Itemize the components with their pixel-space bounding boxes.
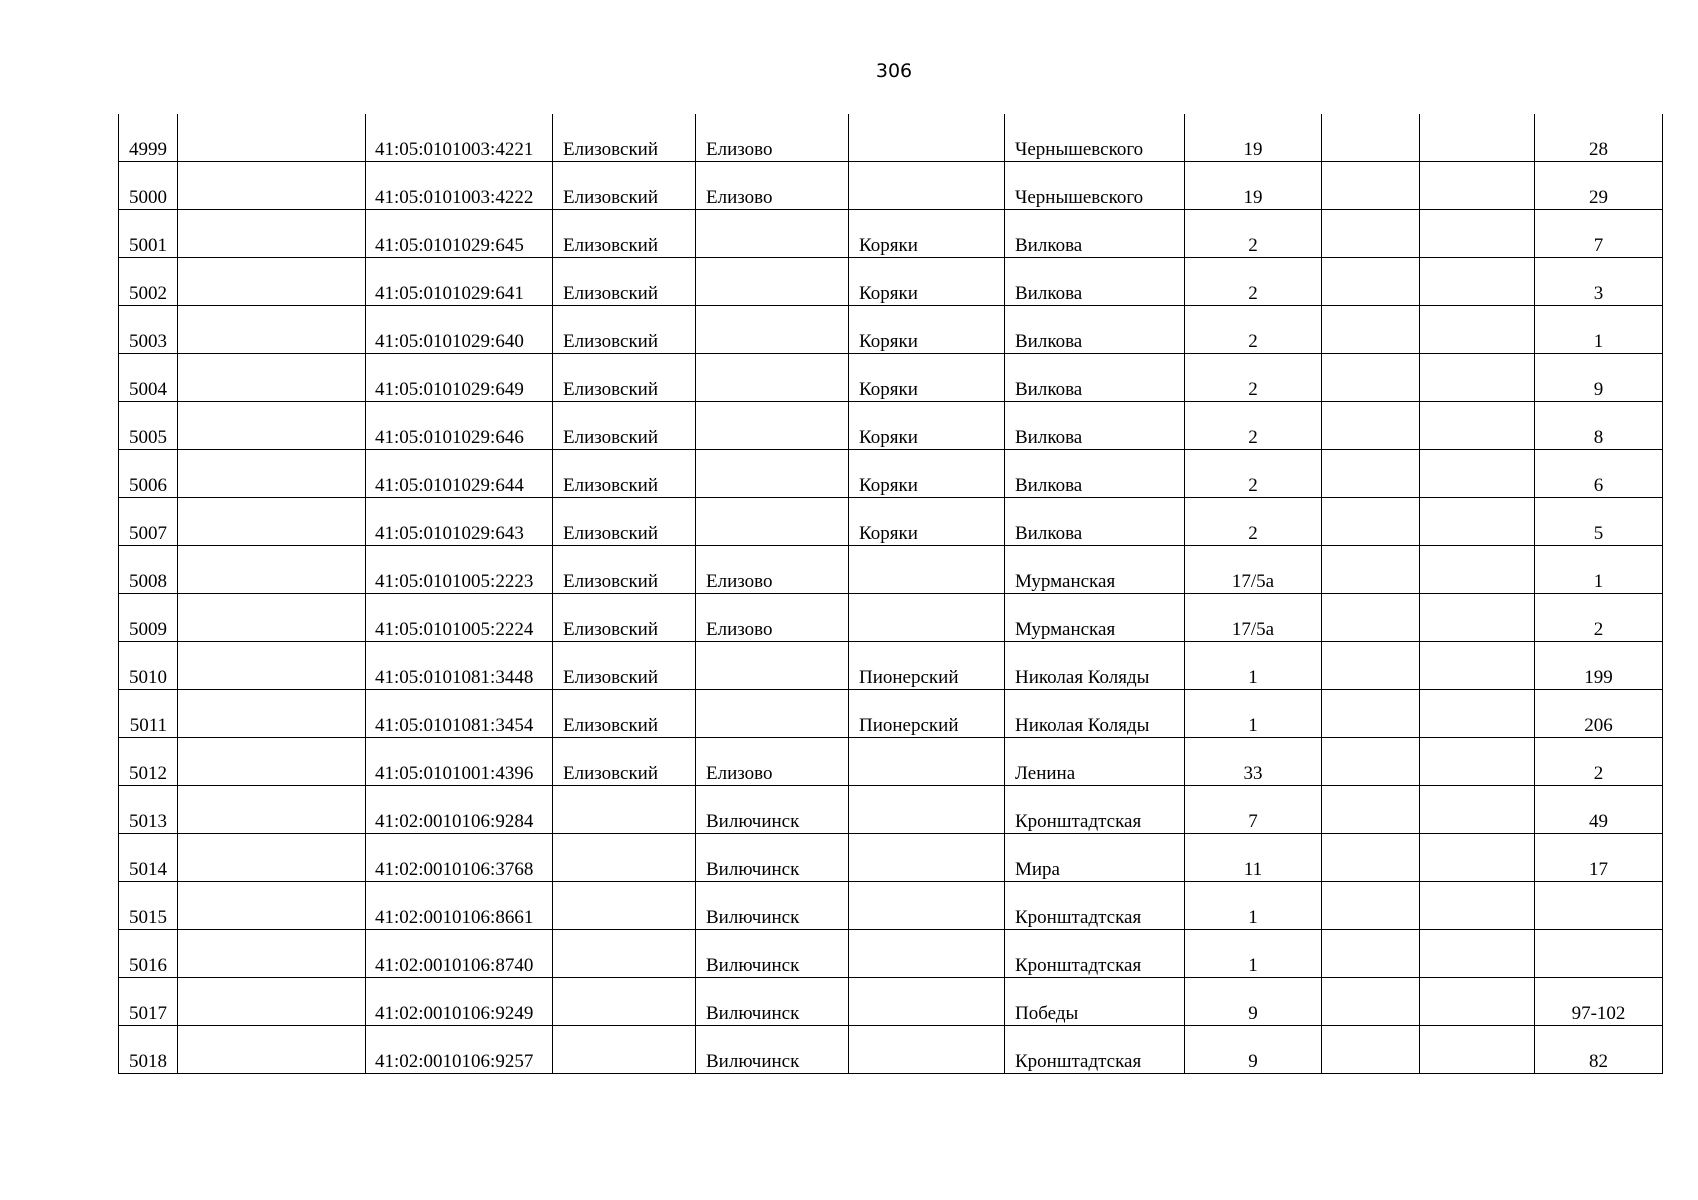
cell-house: 9 bbox=[1185, 1026, 1322, 1074]
cell-structure bbox=[1420, 1026, 1535, 1074]
cell-structure bbox=[1420, 978, 1535, 1026]
table-row bbox=[119, 258, 1663, 306]
cell-district bbox=[553, 930, 696, 978]
cell-structure bbox=[1420, 354, 1535, 402]
cell-building bbox=[1322, 210, 1420, 258]
cell-district: Елизовский bbox=[553, 258, 696, 306]
cell-row-number: 5006 bbox=[119, 450, 178, 498]
cell-building bbox=[1322, 690, 1420, 738]
cell-row-number: 5017 bbox=[119, 978, 178, 1026]
cell-apartment: 2 bbox=[1535, 594, 1663, 642]
cell-district: Елизовский bbox=[553, 498, 696, 546]
cell-settlement: Коряки bbox=[849, 354, 1005, 402]
cell-apartment: 7 bbox=[1535, 210, 1663, 258]
cell-district: Елизовский bbox=[553, 354, 696, 402]
cell-house: 2 bbox=[1185, 498, 1322, 546]
cell-cadastral-number: 41:05:0101003:4221 bbox=[366, 114, 553, 162]
cell-row-number: 5002 bbox=[119, 258, 178, 306]
cell-settlement: Коряки bbox=[849, 258, 1005, 306]
cell-district bbox=[553, 786, 696, 834]
cell-cadastral-number: 41:05:0101005:2224 bbox=[366, 594, 553, 642]
cell-district: Елизовский bbox=[553, 450, 696, 498]
table-row bbox=[119, 738, 1663, 786]
cell-structure bbox=[1420, 258, 1535, 306]
cell-structure bbox=[1420, 402, 1535, 450]
cell-structure bbox=[1420, 546, 1535, 594]
cell-apartment: 8 bbox=[1535, 402, 1663, 450]
cell-blank bbox=[178, 114, 366, 162]
cell-city: Елизово bbox=[696, 738, 849, 786]
cell-blank bbox=[178, 642, 366, 690]
cell-row-number: 5010 bbox=[119, 642, 178, 690]
cell-cadastral-number: 41:05:0101003:4222 bbox=[366, 162, 553, 210]
table-row bbox=[119, 354, 1663, 402]
cell-building bbox=[1322, 546, 1420, 594]
cell-row-number: 5001 bbox=[119, 210, 178, 258]
table-row bbox=[119, 978, 1663, 1026]
cell-city: Вилючинск bbox=[696, 834, 849, 882]
cell-street: Вилкова bbox=[1005, 450, 1185, 498]
cell-district: Елизовский bbox=[553, 210, 696, 258]
cell-blank bbox=[178, 978, 366, 1026]
cell-structure bbox=[1420, 834, 1535, 882]
cell-district: Елизовский bbox=[553, 738, 696, 786]
cell-structure bbox=[1420, 450, 1535, 498]
table-row bbox=[119, 930, 1663, 978]
cell-street: Вилкова bbox=[1005, 354, 1185, 402]
cell-street: Вилкова bbox=[1005, 498, 1185, 546]
cell-district: Елизовский bbox=[553, 690, 696, 738]
cell-row-number: 5015 bbox=[119, 882, 178, 930]
cell-street: Мурманская bbox=[1005, 594, 1185, 642]
cell-street: Вилкова bbox=[1005, 210, 1185, 258]
cell-district bbox=[553, 882, 696, 930]
cell-building bbox=[1322, 450, 1420, 498]
cell-settlement bbox=[849, 114, 1005, 162]
cell-structure bbox=[1420, 498, 1535, 546]
cell-street: Николая Коляды bbox=[1005, 642, 1185, 690]
cell-apartment: 1 bbox=[1535, 546, 1663, 594]
cell-apartment bbox=[1535, 882, 1663, 930]
cell-structure bbox=[1420, 930, 1535, 978]
cell-house: 1 bbox=[1185, 930, 1322, 978]
cell-blank bbox=[178, 546, 366, 594]
cell-street: Вилкова bbox=[1005, 402, 1185, 450]
cell-structure bbox=[1420, 786, 1535, 834]
cell-house: 17/5а bbox=[1185, 594, 1322, 642]
cell-house: 2 bbox=[1185, 210, 1322, 258]
cell-house: 2 bbox=[1185, 258, 1322, 306]
cell-apartment: 1 bbox=[1535, 306, 1663, 354]
cell-settlement bbox=[849, 786, 1005, 834]
cell-blank bbox=[178, 690, 366, 738]
cell-blank bbox=[178, 498, 366, 546]
cell-street: Николая Коляды bbox=[1005, 690, 1185, 738]
cell-settlement: Коряки bbox=[849, 450, 1005, 498]
cell-settlement bbox=[849, 594, 1005, 642]
cell-cadastral-number: 41:02:0010106:9284 bbox=[366, 786, 553, 834]
cell-street: Мира bbox=[1005, 834, 1185, 882]
cell-settlement: Коряки bbox=[849, 306, 1005, 354]
cell-row-number: 5000 bbox=[119, 162, 178, 210]
cell-settlement: Коряки bbox=[849, 498, 1005, 546]
cell-row-number: 4999 bbox=[119, 114, 178, 162]
table-row bbox=[119, 882, 1663, 930]
cell-row-number: 5007 bbox=[119, 498, 178, 546]
cell-district bbox=[553, 834, 696, 882]
cell-building bbox=[1322, 498, 1420, 546]
cell-house: 2 bbox=[1185, 354, 1322, 402]
cell-cadastral-number: 41:05:0101081:3448 bbox=[366, 642, 553, 690]
cell-district: Елизовский bbox=[553, 162, 696, 210]
cell-cadastral-number: 41:05:0101029:644 bbox=[366, 450, 553, 498]
cell-apartment: 199 bbox=[1535, 642, 1663, 690]
cell-settlement bbox=[849, 546, 1005, 594]
cell-row-number: 5013 bbox=[119, 786, 178, 834]
cell-blank bbox=[178, 402, 366, 450]
cell-cadastral-number: 41:05:0101029:645 bbox=[366, 210, 553, 258]
table-row bbox=[119, 450, 1663, 498]
cell-cadastral-number: 41:05:0101081:3454 bbox=[366, 690, 553, 738]
cell-city: Вилючинск bbox=[696, 1026, 849, 1074]
cell-house: 33 bbox=[1185, 738, 1322, 786]
cell-apartment: 2 bbox=[1535, 738, 1663, 786]
cell-row-number: 5009 bbox=[119, 594, 178, 642]
cell-district: Елизовский bbox=[553, 642, 696, 690]
cell-row-number: 5011 bbox=[119, 690, 178, 738]
cell-district: Елизовский bbox=[553, 402, 696, 450]
cell-building bbox=[1322, 834, 1420, 882]
cell-house: 2 bbox=[1185, 402, 1322, 450]
cell-building bbox=[1322, 978, 1420, 1026]
cell-blank bbox=[178, 354, 366, 402]
cell-house: 2 bbox=[1185, 450, 1322, 498]
cell-house: 1 bbox=[1185, 690, 1322, 738]
cell-building bbox=[1322, 930, 1420, 978]
cell-city bbox=[696, 306, 849, 354]
table-row bbox=[119, 642, 1663, 690]
cell-structure bbox=[1420, 306, 1535, 354]
cell-street: Кронштадтская bbox=[1005, 930, 1185, 978]
cell-building bbox=[1322, 162, 1420, 210]
cell-blank bbox=[178, 738, 366, 786]
cell-apartment: 206 bbox=[1535, 690, 1663, 738]
table-row bbox=[119, 114, 1663, 162]
cell-cadastral-number: 41:02:0010106:9257 bbox=[366, 1026, 553, 1074]
cell-building bbox=[1322, 402, 1420, 450]
cell-city: Вилючинск bbox=[696, 978, 849, 1026]
cell-cadastral-number: 41:02:0010106:8661 bbox=[366, 882, 553, 930]
cell-city bbox=[696, 690, 849, 738]
page-number: 306 bbox=[875, 60, 913, 82]
table-row bbox=[119, 834, 1663, 882]
cell-street: Кронштадтская bbox=[1005, 786, 1185, 834]
cell-building bbox=[1322, 1026, 1420, 1074]
cell-blank bbox=[178, 882, 366, 930]
cell-structure bbox=[1420, 594, 1535, 642]
cell-cadastral-number: 41:05:0101005:2223 bbox=[366, 546, 553, 594]
cell-cadastral-number: 41:05:0101029:643 bbox=[366, 498, 553, 546]
cell-city bbox=[696, 210, 849, 258]
cell-apartment: 9 bbox=[1535, 354, 1663, 402]
cell-street: Ленина bbox=[1005, 738, 1185, 786]
cell-settlement bbox=[849, 738, 1005, 786]
cell-settlement bbox=[849, 834, 1005, 882]
table-row bbox=[119, 1026, 1663, 1074]
cell-apartment: 29 bbox=[1535, 162, 1663, 210]
cell-blank bbox=[178, 258, 366, 306]
cell-city: Елизово bbox=[696, 594, 849, 642]
cell-blank bbox=[178, 210, 366, 258]
property-registry-table bbox=[118, 114, 1663, 1074]
cell-house: 1 bbox=[1185, 882, 1322, 930]
cell-cadastral-number: 41:05:0101001:4396 bbox=[366, 738, 553, 786]
cell-blank bbox=[178, 1026, 366, 1074]
cell-settlement bbox=[849, 162, 1005, 210]
cell-city bbox=[696, 642, 849, 690]
table-row bbox=[119, 690, 1663, 738]
cell-city bbox=[696, 402, 849, 450]
table-row bbox=[119, 546, 1663, 594]
cell-city: Вилючинск bbox=[696, 786, 849, 834]
cell-house: 2 bbox=[1185, 306, 1322, 354]
cell-settlement bbox=[849, 882, 1005, 930]
cell-row-number: 5016 bbox=[119, 930, 178, 978]
cell-structure bbox=[1420, 642, 1535, 690]
cell-city bbox=[696, 498, 849, 546]
table-row bbox=[119, 306, 1663, 354]
cell-building bbox=[1322, 882, 1420, 930]
cell-building bbox=[1322, 642, 1420, 690]
cell-city: Елизово bbox=[696, 162, 849, 210]
cell-row-number: 5018 bbox=[119, 1026, 178, 1074]
cell-city: Елизово bbox=[696, 546, 849, 594]
cell-district bbox=[553, 1026, 696, 1074]
cell-apartment: 5 bbox=[1535, 498, 1663, 546]
cell-street: Вилкова bbox=[1005, 306, 1185, 354]
table-row bbox=[119, 402, 1663, 450]
cell-row-number: 5005 bbox=[119, 402, 178, 450]
cell-district: Елизовский bbox=[553, 114, 696, 162]
cell-building bbox=[1322, 594, 1420, 642]
table-row bbox=[119, 162, 1663, 210]
cell-settlement bbox=[849, 930, 1005, 978]
cell-street: Вилкова bbox=[1005, 258, 1185, 306]
cell-settlement: Пионерский bbox=[849, 690, 1005, 738]
cell-district: Елизовский bbox=[553, 306, 696, 354]
cell-street: Чернышевского bbox=[1005, 114, 1185, 162]
cell-house: 7 bbox=[1185, 786, 1322, 834]
cell-street: Кронштадтская bbox=[1005, 1026, 1185, 1074]
cell-building bbox=[1322, 258, 1420, 306]
cell-apartment: 3 bbox=[1535, 258, 1663, 306]
table-body bbox=[119, 114, 1663, 1074]
cell-apartment: 6 bbox=[1535, 450, 1663, 498]
cell-cadastral-number: 41:02:0010106:9249 bbox=[366, 978, 553, 1026]
cell-city: Вилючинск bbox=[696, 930, 849, 978]
cell-cadastral-number: 41:05:0101029:641 bbox=[366, 258, 553, 306]
cell-settlement: Пионерский bbox=[849, 642, 1005, 690]
table-row bbox=[119, 210, 1663, 258]
cell-row-number: 5012 bbox=[119, 738, 178, 786]
cell-building bbox=[1322, 354, 1420, 402]
cell-house: 9 bbox=[1185, 978, 1322, 1026]
cell-city bbox=[696, 258, 849, 306]
cell-row-number: 5008 bbox=[119, 546, 178, 594]
cell-cadastral-number: 41:05:0101029:649 bbox=[366, 354, 553, 402]
cell-apartment: 82 bbox=[1535, 1026, 1663, 1074]
cell-house: 17/5а bbox=[1185, 546, 1322, 594]
cell-row-number: 5004 bbox=[119, 354, 178, 402]
cell-blank bbox=[178, 594, 366, 642]
cell-building bbox=[1322, 786, 1420, 834]
cell-blank bbox=[178, 786, 366, 834]
cell-blank bbox=[178, 306, 366, 354]
cell-structure bbox=[1420, 162, 1535, 210]
cell-house: 19 bbox=[1185, 162, 1322, 210]
cell-apartment: 49 bbox=[1535, 786, 1663, 834]
cell-cadastral-number: 41:05:0101029:646 bbox=[366, 402, 553, 450]
cell-district: Елизовский bbox=[553, 546, 696, 594]
cell-house: 1 bbox=[1185, 642, 1322, 690]
cell-house: 11 bbox=[1185, 834, 1322, 882]
cell-building bbox=[1322, 306, 1420, 354]
cell-city: Елизово bbox=[696, 114, 849, 162]
cell-structure bbox=[1420, 114, 1535, 162]
cell-structure bbox=[1420, 882, 1535, 930]
cell-settlement bbox=[849, 978, 1005, 1026]
cell-structure bbox=[1420, 690, 1535, 738]
cell-city: Вилючинск bbox=[696, 882, 849, 930]
cell-street: Кронштадтская bbox=[1005, 882, 1185, 930]
cell-cadastral-number: 41:02:0010106:8740 bbox=[366, 930, 553, 978]
cell-cadastral-number: 41:02:0010106:3768 bbox=[366, 834, 553, 882]
cell-building bbox=[1322, 738, 1420, 786]
cell-cadastral-number: 41:05:0101029:640 bbox=[366, 306, 553, 354]
cell-district: Елизовский bbox=[553, 594, 696, 642]
cell-city bbox=[696, 450, 849, 498]
cell-apartment bbox=[1535, 930, 1663, 978]
table-row bbox=[119, 498, 1663, 546]
cell-building bbox=[1322, 114, 1420, 162]
cell-apartment: 97-102 bbox=[1535, 978, 1663, 1026]
table-row bbox=[119, 786, 1663, 834]
cell-house: 19 bbox=[1185, 114, 1322, 162]
cell-structure bbox=[1420, 210, 1535, 258]
cell-settlement: Коряки bbox=[849, 402, 1005, 450]
cell-blank bbox=[178, 162, 366, 210]
cell-apartment: 28 bbox=[1535, 114, 1663, 162]
cell-blank bbox=[178, 834, 366, 882]
cell-row-number: 5014 bbox=[119, 834, 178, 882]
cell-street: Чернышевского bbox=[1005, 162, 1185, 210]
cell-blank bbox=[178, 450, 366, 498]
cell-settlement: Коряки bbox=[849, 210, 1005, 258]
cell-city bbox=[696, 354, 849, 402]
cell-row-number: 5003 bbox=[119, 306, 178, 354]
cell-street: Победы bbox=[1005, 978, 1185, 1026]
cell-blank bbox=[178, 930, 366, 978]
cell-apartment: 17 bbox=[1535, 834, 1663, 882]
cell-settlement bbox=[849, 1026, 1005, 1074]
cell-district bbox=[553, 978, 696, 1026]
table-row bbox=[119, 594, 1663, 642]
cell-structure bbox=[1420, 738, 1535, 786]
cell-street: Мурманская bbox=[1005, 546, 1185, 594]
